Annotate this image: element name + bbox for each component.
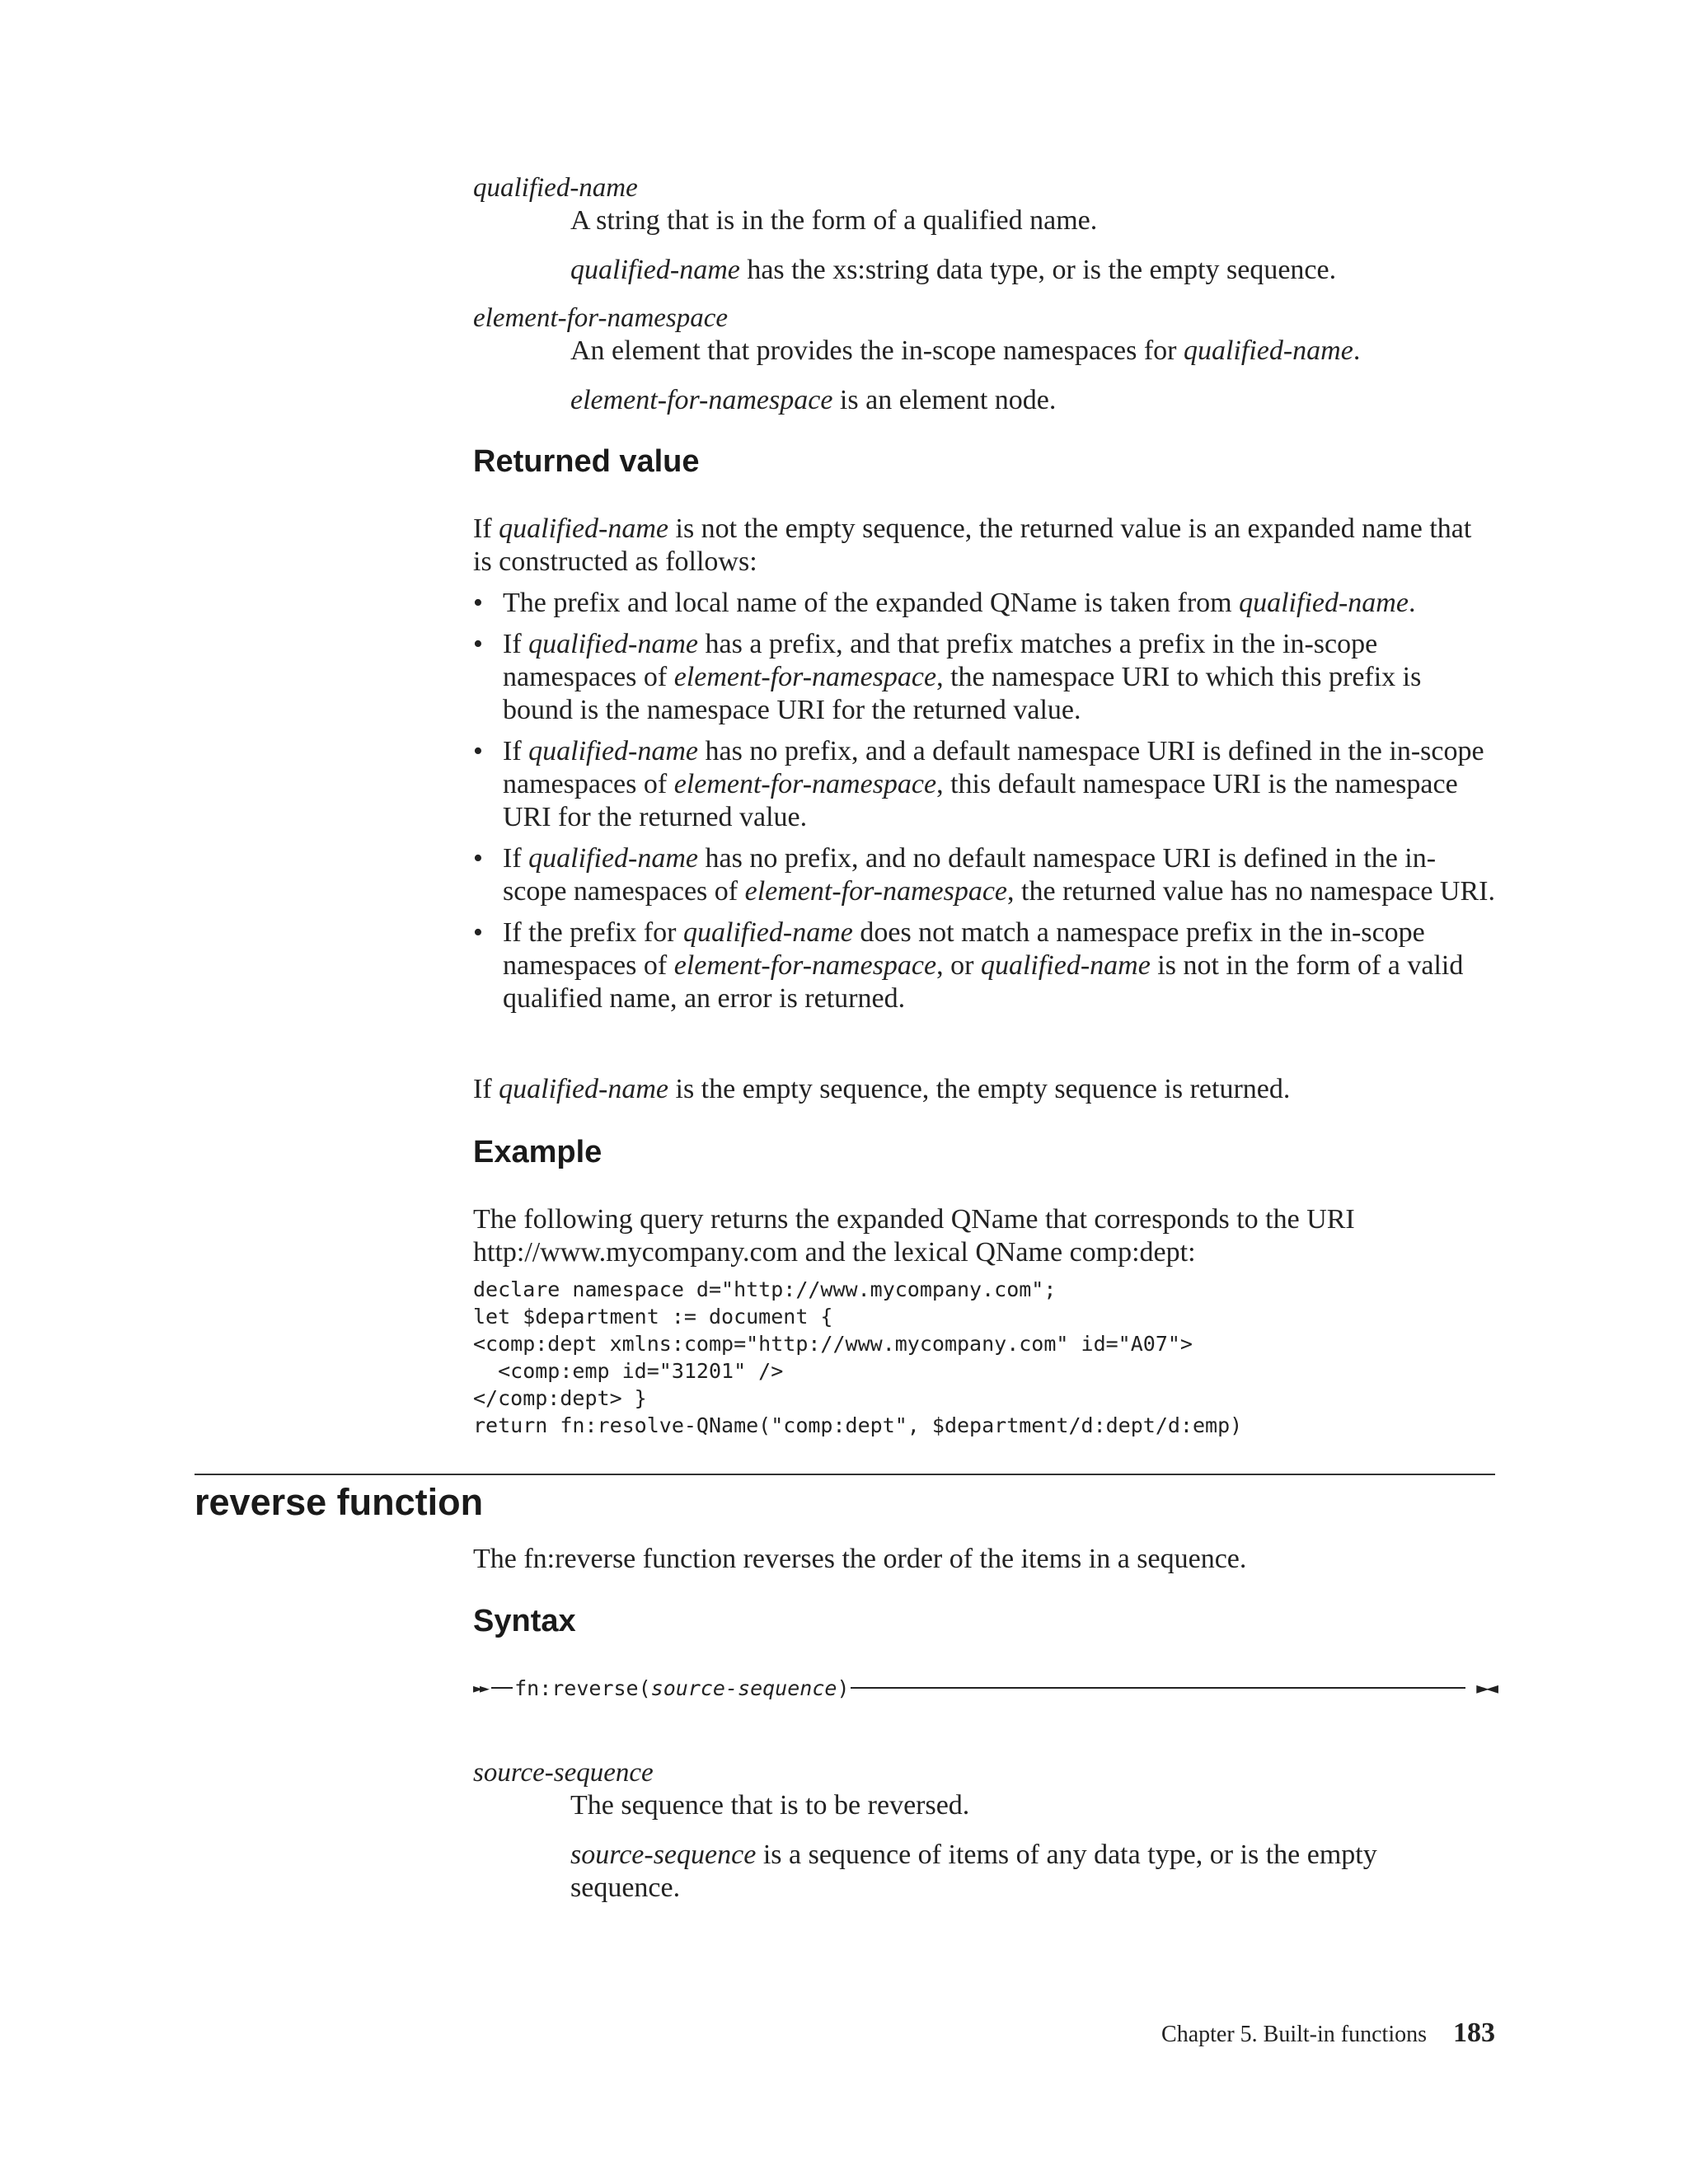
- inline-term: qualified-name: [980, 950, 1151, 981]
- bullet-item: [473, 735, 1495, 834]
- inline-text: is the empty sequence, the empty sequence is returned.: [668, 1074, 1291, 1104]
- inline-text: If: [503, 736, 529, 766]
- param-desc-line-1: A string that is in the form of a qualified name.: [570, 205, 1098, 236]
- example-code-block: [473, 1276, 1495, 1439]
- syntax-end-marker: ►◄: [1476, 1678, 1495, 1698]
- inline-text: If the prefix for: [503, 917, 684, 948]
- inline-term: qualified-name: [528, 843, 698, 874]
- inline-term: element-for-namespace: [673, 769, 937, 799]
- inline-text: An element that provides the in-scope namespaces for: [570, 335, 1184, 366]
- inline-text: is not in the form of a valid qualified name, an error is returned.: [503, 950, 1464, 1014]
- param-desc-source-sequence: [473, 1789, 1495, 1905]
- inline-term: qualified-name: [528, 736, 698, 766]
- code-listing: declare namespace d="http://www.mycompany.com"; let $department := document { <comp:dept xmlns:comp="http://www.mycompany.com" id="A07"> <comp:emp id="31201" /> </comp:dept> } return fn:resolve-QName("comp:dept", $department/d:dept/d:emp): [473, 1277, 1243, 1437]
- section-title-reverse-function: reverse function: [195, 1481, 484, 1523]
- param-desc-line-2: [570, 384, 1495, 417]
- inline-text: , the namespace URI to which this prefix is bound is the namespace URI for the returned value.: [503, 662, 1422, 725]
- bullet-item: [473, 916, 1495, 1015]
- heading-returned-value: Returned value: [473, 444, 700, 479]
- syntax-main-line: [851, 1687, 1465, 1689]
- param-desc-line-1: The sequence that is to be reversed.: [570, 1790, 970, 1821]
- inline-text: has no prefix, and a default namespace URI is defined in the in-scope namespaces of: [503, 736, 1484, 799]
- section-divider: [195, 1474, 1495, 1475]
- inline-text: has the xs:string data type, or is the empty sequence.: [739, 255, 1337, 285]
- inline-text: The prefix and local name of the expanded QName is taken from: [503, 588, 1240, 618]
- bullet-dot: •: [473, 588, 483, 618]
- inline-term: source-sequence: [570, 1840, 757, 1870]
- example-intro: The following query returns the expanded QName that corresponds to the URI http://www.mycompany.com and the lexical QName comp:dept:: [473, 1204, 1355, 1268]
- bullet-dot: •: [473, 736, 483, 766]
- page-footer: [1161, 2018, 1495, 2049]
- inline-text: If: [503, 843, 529, 874]
- syntax-diagram: [473, 1671, 1495, 1704]
- inline-text: has a prefix, and that prefix matches a prefix in the in-scope namespaces of: [503, 629, 1378, 692]
- param-term-source-sequence: source-sequence: [473, 1758, 654, 1788]
- syntax-line: [473, 1671, 850, 1704]
- inline-term: qualified-name: [528, 629, 698, 659]
- inline-term: qualified-name: [1239, 588, 1409, 618]
- syntax-start-marker: ►►: [473, 1678, 487, 1698]
- inline-text: , this default namespace URI is the namespace URI for the returned value.: [503, 769, 1458, 832]
- returned-closing: [473, 1073, 1495, 1106]
- inline-text: , or: [936, 950, 981, 981]
- inline-text: is not the empty sequence, the returned value is an expanded name that is constructed as follows:: [473, 513, 1472, 577]
- bullet-item: [473, 842, 1495, 908]
- inline-term: element-for-namespace: [744, 876, 1008, 907]
- inline-text: is a sequence of items of any data type, or is the empty sequence.: [570, 1840, 1377, 1903]
- inline-text: If: [473, 1074, 499, 1104]
- inline-text: If: [503, 629, 529, 659]
- inline-term: element-for-namespace: [570, 385, 833, 415]
- inline-text: is an element node.: [832, 385, 1057, 415]
- param-term-element-for-namespace: element-for-namespace: [473, 303, 729, 333]
- syntax-connector: [491, 1687, 513, 1689]
- inline-term: qualified-name: [1183, 335, 1353, 366]
- param-desc-line-2: [570, 1839, 1428, 1905]
- inline-term: element-for-namespace: [673, 950, 937, 981]
- page-number: 183: [1453, 2018, 1495, 2048]
- param-term-qualified-name: qualified-name: [473, 173, 638, 203]
- inline-term: qualified-name: [499, 513, 668, 544]
- param-desc-qualified-name: [473, 204, 1495, 287]
- bullet-item: [473, 628, 1495, 727]
- inline-term: element-for-namespace: [673, 662, 937, 692]
- bullet-dot: •: [473, 843, 483, 874]
- inline-text: has no prefix, and no default namespace URI is defined in the in-scope namespaces of: [503, 843, 1437, 907]
- bullet-dot: •: [473, 917, 483, 948]
- footer-chapter: Chapter 5. Built-in functions: [1161, 2022, 1427, 2047]
- inline-text: , the returned value has no namespace URI.: [1007, 876, 1495, 907]
- param-desc-line-2: [570, 254, 1495, 287]
- param-desc-line-1: [570, 335, 1495, 368]
- heading-example: Example: [473, 1135, 603, 1169]
- inline-term: qualified-name: [570, 255, 740, 285]
- inline-text: does not match a namespace prefix in the in-scope namespaces of: [503, 917, 1425, 981]
- bullet-dot: •: [473, 629, 483, 659]
- returned-intro: [473, 513, 1495, 579]
- syntax-argument: source-sequence: [650, 1675, 837, 1700]
- syntax-function: fn:reverse(: [514, 1675, 651, 1700]
- heading-syntax: Syntax: [473, 1604, 576, 1638]
- reverse-intro: The fn:reverse function reverses the order of the items in a sequence.: [473, 1544, 1247, 1574]
- inline-term: qualified-name: [499, 1074, 668, 1104]
- returned-bullet-list: [473, 587, 1495, 1024]
- inline-term: qualified-name: [683, 917, 853, 948]
- inline-text: .: [1408, 588, 1416, 618]
- bullet-item: [473, 587, 1495, 620]
- inline-text: If: [473, 513, 499, 544]
- syntax-close: ): [837, 1675, 850, 1700]
- inline-text: .: [1353, 335, 1361, 366]
- param-desc-element-for-namespace: [473, 335, 1495, 417]
